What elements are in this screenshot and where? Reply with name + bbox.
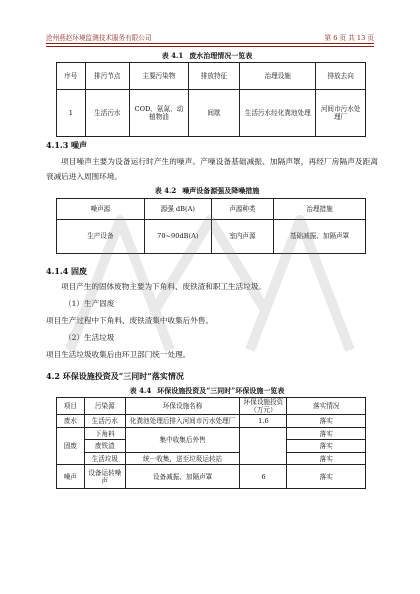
table-header-cell: 落实情况 (287, 398, 366, 415)
table-header-cell: 治理设施 (240, 63, 316, 90)
table-header-cell: 环保设施名称 (125, 398, 240, 415)
table-header-cell: 序号 (57, 63, 86, 90)
table-header-cell: 治理措施 (273, 199, 365, 220)
paragraph-solid-waste: 项目产生的固体废物主要为下角料、废铁渣和职工生活垃圾。 (61, 282, 267, 291)
page-header (46, 30, 374, 42)
table42 (56, 198, 366, 254)
table-cell: 生活污水 (85, 90, 129, 137)
header-rule-thin (46, 46, 374, 47)
table-row (57, 452, 366, 465)
table-cell: 设备运转噪声 (84, 465, 125, 489)
table-cell: 河间市污水处理厂 (316, 90, 366, 137)
table-cell: 落实 (287, 440, 366, 453)
table-header-cell: 声源种类 (211, 199, 273, 220)
section-heading-solid-waste: 4.1.4 固废 (46, 266, 88, 276)
table-cell: 间歇 (188, 90, 239, 137)
table-cell: 落实 (287, 415, 366, 428)
header-page-number: 第 6 页 共 13 页 (324, 34, 374, 42)
table-cell: 化粪池处理后排入河间市污水处理厂 (125, 415, 240, 428)
table-group-cell: 废水 (57, 415, 85, 428)
table-header-cell: 项目 (57, 398, 85, 415)
table41-caption (46, 51, 374, 61)
table-group-cell: 噪声 (57, 465, 85, 489)
table-cell (240, 427, 287, 465)
table41-number: 表 4.1 (161, 51, 184, 60)
table-cell: 生活污水 (84, 415, 125, 428)
table42-number: 表 4.2 (154, 186, 177, 195)
list-item-production-waste: （1）生产固废 (64, 299, 115, 308)
table-header-row (57, 63, 366, 90)
table-cell: 生产设备 (57, 220, 145, 254)
table-header-cell: 主要污染物 (130, 63, 189, 90)
table-cell: 落实 (287, 465, 366, 489)
table-header-cell: 环保设施投资（万元） (240, 398, 287, 415)
table41 (56, 62, 366, 137)
table-cell: 下角料 (84, 427, 125, 440)
table-cell: 室内声源 (211, 220, 273, 254)
header-rule (46, 43, 374, 44)
table44-title: 环保设施投资及“三同时”环保设施一览表 (157, 386, 285, 395)
table-row (57, 465, 366, 489)
table-header-cell: 污染源 (84, 398, 125, 415)
table44-number: 表 4.4 (129, 386, 152, 395)
header-company: 沧州燕赵环境监测技术服务有限公司 (46, 34, 152, 42)
table42-caption (46, 186, 374, 196)
table-cell: 集中收集后外售 (125, 427, 240, 452)
table-header-cell: 噪声源 (57, 199, 145, 220)
table-cell: 落实 (287, 452, 366, 465)
section-heading-noise: 4.1.3 噪声 (46, 140, 88, 150)
table-header-cell: 排污节点 (85, 63, 129, 90)
table-row (57, 427, 366, 440)
table41-title: 废水治理情况一览表 (189, 51, 253, 60)
table-cell: 1 (57, 90, 86, 137)
table-header-row (57, 199, 366, 220)
table-group-cell: 固废 (57, 427, 85, 465)
table-cell: COD、氨氮、动植物油 (130, 90, 189, 137)
table-header-row (57, 398, 366, 415)
table-cell: 废铁渣 (84, 440, 125, 453)
table-header-cell: 排放去向 (316, 63, 366, 90)
table-header-cell: 排放特征 (188, 63, 239, 90)
table44 (56, 397, 366, 489)
table-row (57, 220, 366, 254)
table-row (57, 90, 366, 137)
paragraph-production-waste: 项目生产过程中下角料、废铁渣集中收集后外售。 (46, 316, 214, 325)
table-cell: 落实 (287, 427, 366, 440)
paragraph-noise: 项目噪声主要为设备运行时产生的噪声。产噪设备基础减振、加隔声罩，再经厂房隔声及距离衰减后进入周围环境。 (46, 157, 378, 181)
table-cell: 设备减振、加隔声罩 (125, 465, 240, 489)
section-heading-investment: 4.2 环保设施投资及“三同时”落实情况 (46, 371, 184, 381)
table-cell: 70~90dB(A) (144, 220, 211, 254)
table-row (57, 415, 366, 428)
list-item-domestic-waste: （2）生活垃圾 (64, 333, 115, 342)
table-cell: 生活污水经化粪池处理 (240, 90, 316, 137)
table44-caption (46, 386, 374, 396)
table-cell: 生活垃圾 (84, 452, 125, 465)
table42-title: 噪声设备源强及降噪措施 (182, 186, 260, 195)
table-cell: 基础减振、加隔声罩 (273, 220, 365, 254)
table-cell: 6 (240, 465, 287, 489)
paragraph-domestic-waste: 项目生活垃圾收集后由环卫部门统一处理。 (46, 350, 191, 359)
table-header-cell: 源强 dB(A) (144, 199, 211, 220)
table-cell: 1.6 (240, 415, 287, 428)
table-cell: 统一收集，送至垃圾运转站 (125, 452, 240, 465)
